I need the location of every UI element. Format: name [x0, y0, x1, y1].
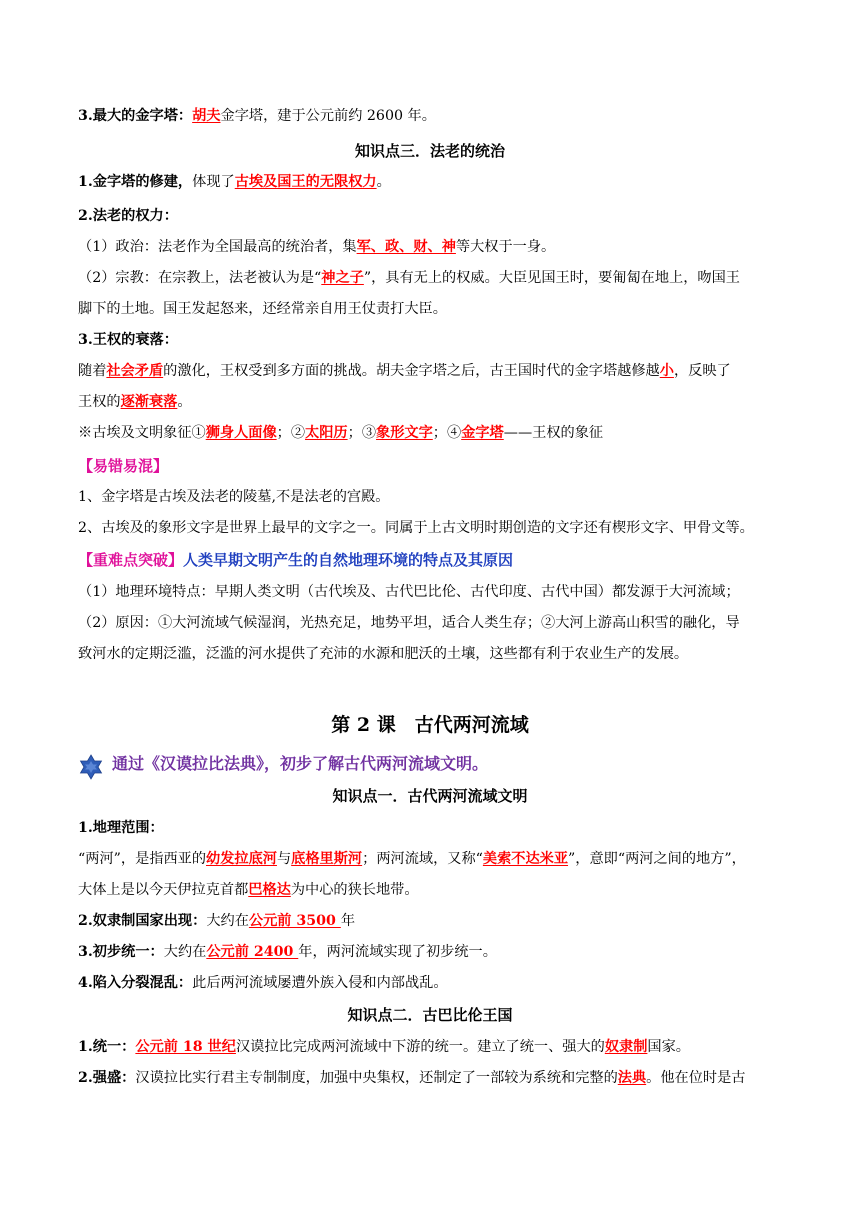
breakthrough-heading: 【重难点突破】人类早期文明产生的自然地理环境的特点及其原因	[78, 551, 514, 569]
text-line: 1.统一：公元前 18 世纪汉谟拉比完成两河流域中下游的统一。建立了统一、强大的奴隶制国家。	[78, 1039, 690, 1055]
section-heading: 知识点一．古代两河流域文明	[332, 787, 528, 805]
text-line: 1、金字塔是古埃及法老的陵墓,不是法老的宫殿。	[78, 489, 390, 505]
text-line: 3.王权的衰落：	[78, 332, 178, 348]
text-line: 3.初步统一：大约在公元前 2400 年，两河流域实现了初步统一。	[78, 944, 497, 960]
text-line: 2.法老的权力：	[78, 208, 178, 224]
text-line: （2）原因：①大河流域气候湿润，光热充足，地势平坦，适合人类生存；②大河上游高山积雪的融化，导	[78, 615, 740, 631]
text-line: 1.地理范围：	[78, 820, 164, 836]
text-line: “两河”，是指西亚的幼发拉底河与底格里斯河；两河流域，又称“美索不达米亚”，意即“两河之间的地方”，	[78, 851, 746, 867]
text-line: ※古埃及文明象征①狮身人面像；②太阳历；③象形文字；④金字塔——王权的象征	[78, 425, 604, 441]
text-line: （1）政治：法老作为全国最高的统治者，集军、政、财、神等大权于一身。	[78, 239, 556, 255]
section-heading: 知识点三．法老的统治	[354, 142, 505, 160]
text-line: 大体上是以今天伊拉克首都巴格达为中心的狭长地带。	[78, 882, 419, 898]
text-line: 脚下的土地。国王发起怒来，还经常亲自用王仗责打大臣。	[78, 301, 447, 317]
lesson-objective: 通过《汉谟拉比法典》，初步了解古代两河流域文明。	[112, 754, 489, 773]
star-icon	[78, 754, 104, 780]
text-line: 4.陷入分裂混乱：此后两河流域屡遭外族入侵和内部战乱。	[78, 975, 448, 991]
text-line: 2.强盛：汉谟拉比实行君主专制制度，加强中央集权，还制定了一部较为系统和完整的法典。他在位时是古	[78, 1070, 746, 1086]
text-line: 1.金字塔的修建，体现了古埃及国王的无限权力。	[78, 174, 391, 190]
section-heading: 知识点二．古巴比伦王国	[347, 1006, 513, 1024]
text-line: （2）宗教：在宗教上，法老被认为是“神之子”，具有无上的权威。大臣见国王时，要匍匐在地上，吻国王	[78, 270, 740, 286]
text-line: 王权的逐渐衰落。	[78, 394, 192, 410]
text-line: 2、古埃及的象形文字是世界上最早的文字之一。同属于上古文明时期创造的文字还有楔形文字、甲骨文等。	[78, 520, 754, 536]
text-line: （1）地理环境特点：早期人类文明（古代埃及、古代巴比伦、古代印度、古代中国）都发源于大河流域；	[78, 584, 740, 600]
text-line: 致河水的定期泛滥，泛滥的河水提供了充沛的水源和肥沃的土壤，这些都有利于农业生产的发展。	[78, 646, 689, 662]
pitfall-heading: 【易错易混】	[78, 457, 169, 475]
text-line: 随着社会矛盾的激化，王权受到多方面的挑战。胡夫金字塔之后，古王国时代的金字塔越修越小，反映了	[78, 363, 731, 379]
lesson-title: 第 2 课 古代两河流域	[331, 714, 529, 736]
text-line: 3.最大的金字塔：胡夫金字塔，建于公元前约 2600 年。	[78, 108, 436, 124]
text-line: 2.奴隶制国家出现：大约在公元前 3500 年	[78, 913, 356, 929]
